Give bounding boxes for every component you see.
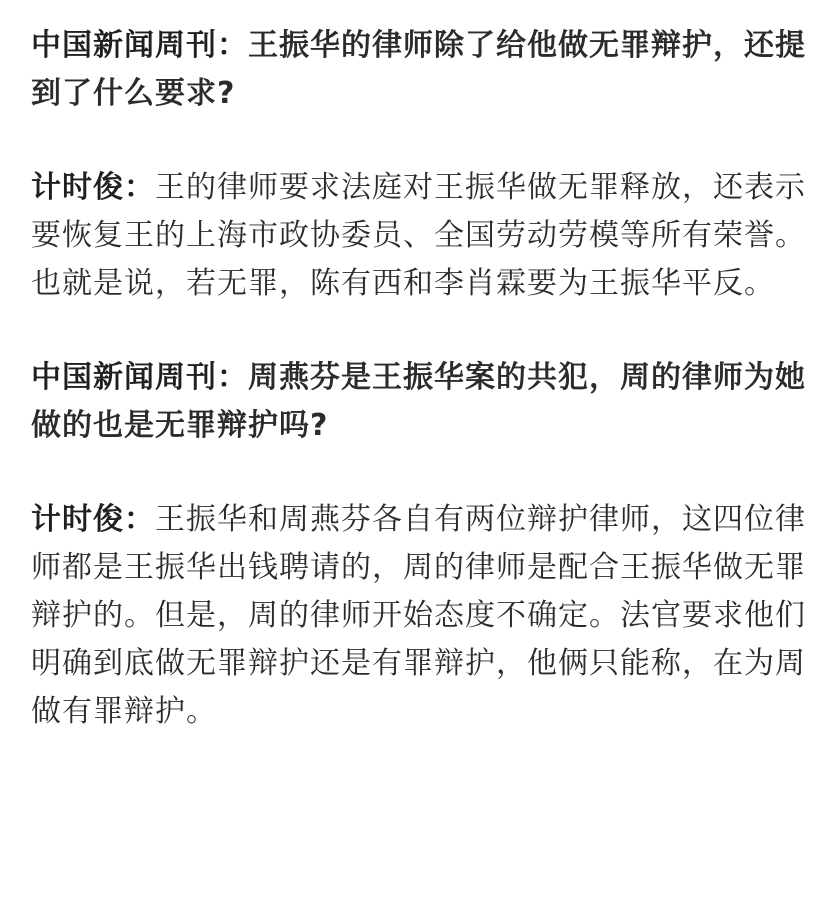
speaker-label: 中国新闻周刊： bbox=[31, 28, 248, 63]
answer-paragraph bbox=[31, 164, 811, 308]
interview-article bbox=[31, 22, 811, 736]
question-text: 王振华的律师除了给他做无罪辩护，还提到了什么要求? bbox=[31, 28, 806, 111]
answer-paragraph bbox=[31, 496, 811, 736]
question-text: 周燕芬是王振华案的共犯，周的律师为她做的也是无罪辩护吗? bbox=[31, 360, 806, 443]
answer-text: 王的律师要求法庭对王振华做无罪释放，还表示要恢复王的上海市政协委员、全国劳动劳模等所有荣誉。也就是说，若无罪，陈有西和李肖霖要为王振华平反。 bbox=[31, 170, 806, 301]
answer-text: 王振华和周燕芬各自有两位辩护律师，这四位律师都是王振华出钱聘请的，周的律师是配合王振华做无罪辩护的。但是，周的律师开始态度不确定。法官要求他们明确到底做无罪辩护还是有罪辩护，他俩只能称，在为周做有罪辩护。 bbox=[31, 502, 806, 729]
speaker-label: 计时俊： bbox=[31, 502, 155, 537]
speaker-label: 中国新闻周刊： bbox=[31, 360, 248, 395]
question-paragraph bbox=[31, 354, 811, 450]
question-paragraph bbox=[31, 22, 811, 118]
speaker-label: 计时俊： bbox=[31, 170, 155, 205]
